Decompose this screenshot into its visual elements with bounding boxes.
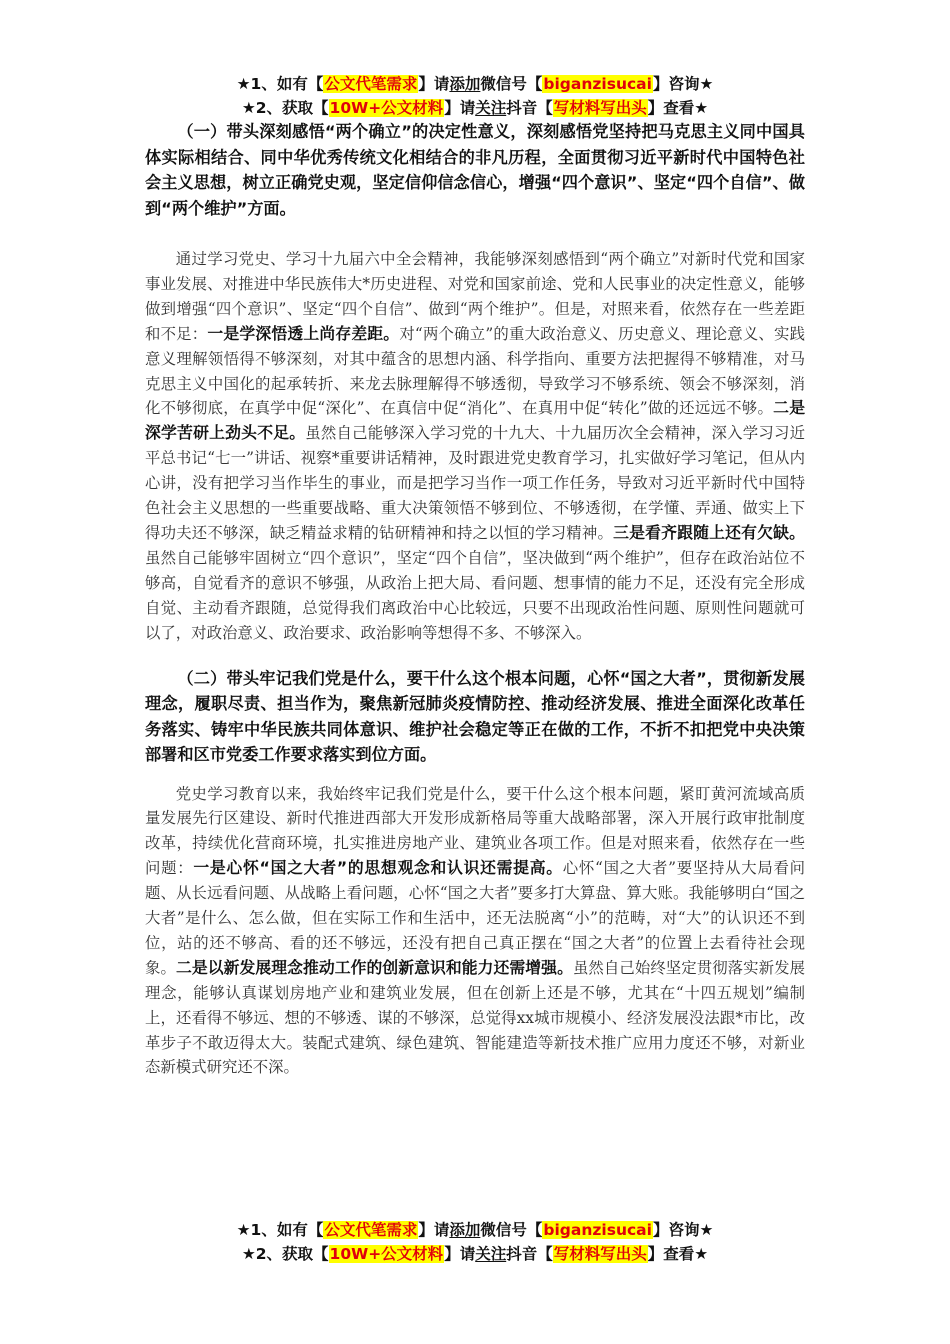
banner-line-1: ★1、如有【公文代笔需求】请添加微信号【biganzisucai】咨询★ [236,75,714,93]
section-2-heading: （二）带头牢记我们党是什么，要干什么这个根本问题，心怀“国之大者”，贯彻新发展理念，履职尽责、担当作为，聚焦新冠肺炎疫情防控、推动经济发展、推进全面深化改革任务落实、铸牢中华民族共同体意识、维护社会稳定等正在做的工作，不折不扣把党中央决策部署和区市党委工作要求落实到位方面。 [145,668,805,764]
point-1-title-s2: 一是心怀“国之大者”的思想观念和认识还需提高。 [193,858,563,878]
document-body [145,119,805,1194]
point-2-title-s2: 二是以新发展理念推动工作的创新意识和能力还需增强。 [175,957,573,977]
section-1-heading: （一）带头深刻感悟“两个确立”的决定性意义，深刻感悟党坚持把马克思主义同中国具体实际相结合、同中华优秀传统文化相结合的非凡历程，全面贯彻习近平新时代中国特色社会主义思想，树立正确党史观，坚定信仰信念信心，增强“四个意识”、坚定“四个自信”、做到“两个维护”方面。 [145,122,805,218]
section-2-paragraph: 党史学习教育以来，我始终牢记我们党是什么，要干什么这个根本问题，紧盯黄河流域高质量发展先行区建设、新时代推进西部大开发形成新格局等重大战略部署，深入开展行政审批制度改革，持续优化营商环境，扎实推进房地产业、建筑业各项工作。但是对照来看，依然存在一些问题：一是心怀“国之大者”的思想观念和认识还需提高。心怀“国之大者”要坚持从大局看问题、从长远看问题、从战略上看问题，心怀“国之大者”要多打大算盘、算大账。我能够明白“国之大者”是什么、怎么做，但在实际工作和生活中，还无法脱离“小”的范畴，对“大”的认识还不到位，站的还不够高、看的还不够远，还没有把自己真正摆在“国之大者”的位置上去看待社会现象。二是以新发展理念推动工作的创新意识和能力还需增强。虽然自己始终坚定贯彻落实新发展理念，能够认真谋划房地产业和建筑业发展，但在创新上还是不够，尤其在“十四五规划”编制上，还看得不够远、想的不够透、谋的不够深，总觉得xx城市规模小、经济发展没法跟*市比，改革步子不敢迈得太大。装配式建筑、绿色建筑、智能建造等新技术推广应用力度还不够，对新业态新模式研究还不深。 [145,784,805,1077]
top-banner [145,72,805,120]
highlight-ghostwriting: 公文代笔需求 [324,75,418,93]
highlight-wechat-id: biganzisucai [543,75,652,93]
highlight-materials: 10W+公文材料 [329,99,444,117]
bottom-banner [145,1218,805,1266]
highlight-materials: 10W+公文材料 [329,1245,444,1263]
highlight-wechat-id: biganzisucai [543,1221,652,1239]
point-2-title: 二是深学苦研上劲头不足。 [145,398,805,443]
section-1-paragraph: 通过学习党史、学习十九届六中全会精神，我能够深刻感悟到“两个确立”对新时代党和国家事业发展、对推进中华民族伟大*历史进程、对党和国家前途、党和人民事业的决定性意义，能够做到增强“四个意识”、坚定“四个自信”、做到“两个维护”。但是，对照来看，依然存在一些差距和不足：一是学深悟透上尚存差距。对“两个确立”的重大政治意义、历史意义、理论意义、实践意义理解领悟得不够深刻，对其中蕴含的思想内涵、科学指向、重要方法把握得不够精准，对马克思主义中国化的起承转折、来龙去脉理解得不够透彻，导致学习不够系统、领会不够深刻，消化不够彻底，在真学中促“深化”、在真信中促“消化”、在真用中促“转化”做的还远远不够。二是深学苦研上劲头不足。虽然自己能够深入学习党的十九大、十九届历次全会精神，深入学习习近平总书记“七一”讲话、视察*重要讲话精神，及时跟进党史教育学习，扎实做好学习笔记，但从内心讲，没有把学习当作毕生的事业，而是把学习当作一项工作任务，导致对习近平新时代中国特色社会主义思想的一些重要战略、重大决策领悟不够到位、不够透彻，在学懂、弄通、做实上下得功夫还不够深，缺乏精益求精的钻研精神和持之以恒的学习精神。三是看齐跟随上还有欠缺。虽然自己能够牢固树立“四个意识”，坚定“四个自信”，坚决做到“两个维护”，但存在政治站位不够高，自觉看齐的意识不够强，从政治上把大局、看问题、想事情的能力不足，还没有完全形成自觉、主动看齐跟随，总觉得我们离政治中心比较远，只要不出现政治性问题、原则性问题就可以了，对政治意义、政治要求、政治影响等想得不多、不够深入。 [145,250,805,642]
highlight-ghostwriting: 公文代笔需求 [324,1221,418,1239]
banner-line-2: ★2、获取【10W+公文材料】请关注抖音【写材料写出头】查看★ [241,99,709,117]
banner-line-2-bottom: ★2、获取【10W+公文材料】请关注抖音【写材料写出头】查看★ [241,1245,709,1263]
highlight-douyin-account: 写材料写出头 [553,1245,647,1263]
banner-line-1-bottom: ★1、如有【公文代笔需求】请添加微信号【biganzisucai】咨询★ [236,1221,714,1239]
point-3-title: 三是看齐跟随上还有欠缺。 [613,522,805,542]
highlight-douyin-account: 写材料写出头 [553,99,647,117]
point-1-title: 一是学深悟透上尚存差距。 [207,323,400,343]
